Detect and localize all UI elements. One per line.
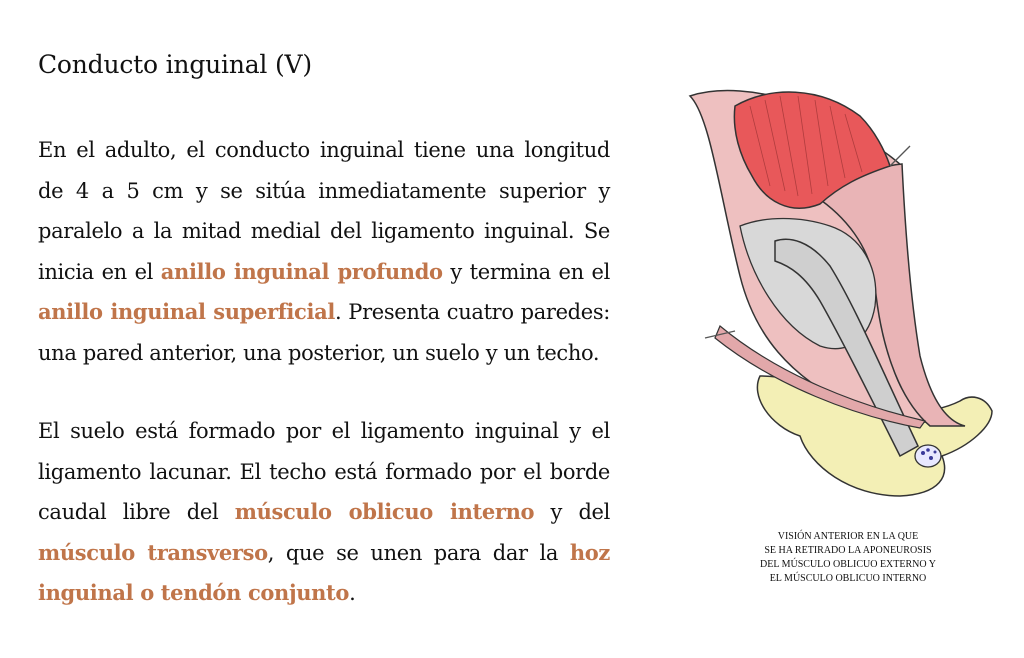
body-text (38, 130, 610, 652)
text-segment: , que se unen para dar la (267, 540, 570, 565)
paragraph-floor-roof (38, 411, 610, 614)
inguinal-canal-illustration (680, 76, 1010, 506)
text-segment: El suelo está formado por el ligamento inguinal y el ligamento lacunar. El techo está formado por el borde caudal libre del (38, 419, 610, 524)
paragraph-canal-description (38, 130, 610, 373)
caption-line: EL MÚSCULO OBLICUO INTERNO (769, 573, 927, 584)
text-segment: . (349, 581, 356, 605)
caption-line: DEL MÚSCULO OBLICUO EXTERNO Y (760, 559, 936, 570)
term-transversus-muscle: músculo transverso (38, 539, 268, 565)
text-segment: y del (534, 500, 611, 524)
text-segment: y termina en el (442, 259, 610, 284)
text-segment: . Presenta cuatro paredes: una pared anterior, una posterior, un suelo y un techo. (38, 300, 611, 365)
term-superficial-inguinal-ring: anillo inguinal superficial (38, 299, 335, 324)
figure-caption (720, 530, 976, 586)
pin (890, 146, 910, 166)
term-deep-inguinal-ring: anillo inguinal profundo (160, 258, 443, 284)
caption-line: SE HA RETIRADO LA APONEUROSIS (764, 545, 932, 556)
caption-line: VISIÓN ANTERIOR EN LA QUE (777, 531, 919, 542)
term-conjoint-tendon: hoz inguinal o tendón conjunto (38, 539, 611, 605)
term-internal-oblique-muscle: músculo oblicuo interno (234, 499, 535, 524)
text-segment: En el adulto, el conducto inguinal tiene una longitud de 4 a 5 cm y se sitúa inmediatamente superior y paralelo a la mitad medial del ligamento inguinal. Se inicia en el (38, 138, 610, 284)
page-title: Conducto inguinal (V) (38, 50, 312, 79)
